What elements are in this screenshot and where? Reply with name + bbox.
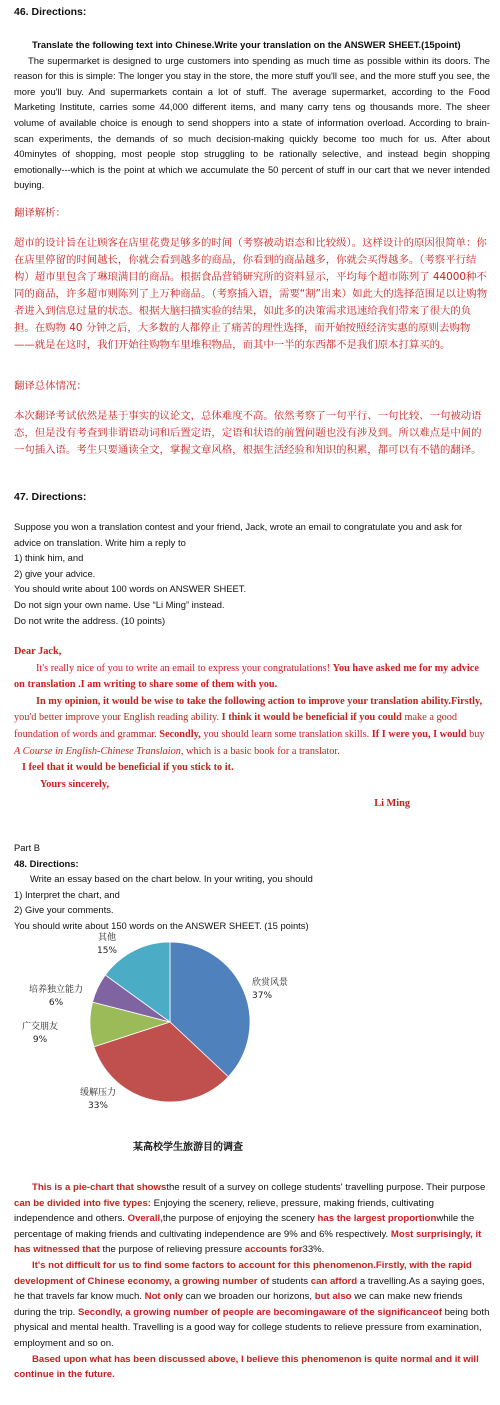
letter-text-bold: You have asked me for my advice on translation .I am writing to share some of them with you.	[14, 662, 479, 691]
essay-paragraph-3: Based upon what has been discussed above, I believe this phenomenon is quite normal and it will continue in the future.	[14, 1353, 479, 1381]
letter-closing: Yours sincerely,	[40, 778, 110, 790]
book-title: A Course in English-Chinese Translaion	[14, 745, 181, 757]
q48-line: Write an essay based on the chart below. In your writing, you should	[30, 873, 313, 885]
essay-text-red: Secondly, a growing number of people are becomingaware of the significanceof	[78, 1306, 442, 1318]
q47-line: Do not sign your own name. Use “Li Ming” instead.	[14, 598, 225, 610]
summary-title: 翻译总体情况：	[14, 380, 87, 392]
essay-text-red: accounts for	[244, 1244, 303, 1256]
pie-label-value: 33%	[87, 1101, 109, 1111]
q46-body	[14, 37, 490, 193]
essay-text-red: can afford	[310, 1275, 358, 1287]
part-b	[14, 840, 490, 934]
letter-text: buy	[466, 728, 485, 740]
q47-line: Suppose you won a translation contest and your friend, Jack, wrote an email to congratulate you and ask for advice on translation. Write him a reply to	[14, 521, 463, 548]
q47-line: You should write about 100 words on ANSWER SHEET.	[14, 583, 247, 595]
essay-paragraph-2	[14, 1258, 490, 1352]
q48-line: 1) Interpret the chart, and	[14, 888, 120, 900]
q48-line: 2) Give your comments.	[14, 904, 114, 916]
pie-label-value: 9%	[32, 1035, 48, 1045]
q46-instruction: Translate the following text into Chinese.Write your translation on the ANSWER SHEET.(15point)	[32, 39, 461, 50]
q46-heading: 46. Directions:	[14, 6, 87, 18]
pie-label-category: 广交朋友	[21, 1022, 59, 1032]
essay-text: being both physical and mental health. Travelling is a good way for college students to relieve pressure from examination, employment and so on.	[14, 1306, 490, 1349]
essay-text: a travelling.As a saying goes, he that travels far know much.	[14, 1275, 485, 1303]
essay-text-red: but also	[314, 1291, 352, 1303]
analysis-title: 翻译解析：	[14, 207, 66, 219]
essay-text-red: Not only	[144, 1291, 184, 1303]
letter-text: you'd better improve your English reading ability.	[14, 712, 222, 724]
summary-section	[14, 378, 490, 459]
analysis-section	[14, 205, 490, 354]
essay-text-red: It's not difficult for us to find some factors to account for this phenomenon.Firstly, with the rapid development of Chinese economy, a growing number of	[14, 1259, 472, 1287]
essay-text: 33%.	[302, 1244, 325, 1256]
letter-text: you should learn some translation skills.	[200, 728, 372, 740]
essay-text: the purpose of relieving pressure	[99, 1244, 245, 1256]
pie-label-value: 37%	[252, 991, 273, 1001]
q48-heading: 48. Directions:	[14, 857, 79, 869]
letter-paragraph-3: I feel that it would be beneficial if you stick to it.	[22, 762, 234, 774]
pie-label-value: 15%	[96, 946, 118, 956]
letter-paragraph-1	[14, 661, 490, 694]
essay	[14, 1180, 490, 1383]
letter-text: , which is a basic book for a translator.	[180, 745, 340, 757]
essay-text: Enjoying the scenery, relieve, pressure, making friends, cultivating independence and others.	[14, 1197, 434, 1225]
essay-paragraph-1	[14, 1180, 490, 1258]
letter-text-bold: Firstly,	[450, 695, 483, 707]
letter-salutation: Dear Jack,	[14, 646, 62, 657]
analysis-text: 超市的设计旨在让顾客在店里花费足够多的时间（考察被动语态和比较级）。这样设计的原因很简单：你在店里停留的时间越长，你就会看到越多的商品，你看到的商品越多，你就会买得越多。（考察平行结构）超市里包含了琳琅满目的商品。根据食品营销研究所的资料显示，平均每个超市陈列了 44000种不同的商品，许多超市则陈列了上万种商品。（考察插入语，需要“割”出来）如此大的选择范围足以让购物者进入到信息过量的状态。根据大脑扫描实验的结果，如此多的决策需求迅速给我们带来了很大的负担。在购物 40 分钟之后，大多数的人都停止了痛苦的理性选择，而开始按照经济实惠的原则去购物——就是在这时，我们开始往购物车里堆积物品，而其中一半的东西都不是我们原本打算买的。	[14, 237, 488, 351]
essay-text-red: This is a pie-chart that shows	[32, 1182, 167, 1193]
q46-passage: The supermarket is designed to urge customers into spending as much time as possible within its doors. The reason for this is simple: The longer you stay in the store, the more stuff you'll see, and the more stuff you see, the more you'll buy. And supermarkets contain a lot of stuff. The average supermarket, according to the Food Marketing Institute, carries some 44,000 different items, and many carry tens og thousands more. The sheer volume of available choice is enough to send shoppers into a state of information overload. According to brain-scan experiments, the demands of so much decision-making quickly become too much for us. After about 40minytes of shopping, most people stop struggling to be rationally selective, and instead begin shopping emotionally---which is the point at which we accumulate the 50 percent of stuff in our cart that we never intended buying.	[14, 54, 490, 191]
essay-text: we can make new friends during the trip.	[14, 1291, 463, 1318]
letter-paragraph-2	[14, 694, 490, 760]
essay-text-red: Overall,	[127, 1213, 163, 1225]
pie-label-value: 6%	[48, 998, 64, 1008]
letter	[14, 644, 490, 813]
pie-label-category: 其他	[97, 933, 117, 943]
letter-text-bold: In my opinion, it would be wise to take the following action to improve your translation ability.	[36, 695, 451, 707]
summary-text: 本次翻译考试依然是基于事实的议论文，总体难度不高。依然考察了一句平行、一句比较、一句被动语态，但是没有考查到非谓语动词和后置定语，定语和状语的前置问题也没有涉及到。所以难点是中间的一句插入语。考生只要通读全文，掌握文章风格，根据生活经验和知识的积累，都可以有不错的翻译。	[14, 410, 482, 456]
q48-line: You should write about 150 words on the ANSWER SHEET. (15 points)	[14, 919, 309, 931]
q47-line: 1) think him, and	[14, 552, 84, 564]
pie-label-category: 缓解压力	[79, 1088, 117, 1098]
pie-label-category: 欣赏风景	[252, 978, 289, 988]
letter-text-bold: Secondly,	[159, 728, 201, 740]
essay-text-red: has the largest proportion	[317, 1213, 437, 1225]
letter-text: It's really nice of you to write an email to express your congratulations!	[36, 662, 333, 674]
letter-signature: Li Ming	[374, 798, 410, 810]
essay-text-red: Most surprisingly, it has witnessed that	[14, 1228, 482, 1256]
letter-text: make a good foundation of words and grammar.	[14, 712, 458, 740]
chart-title: 某高校学生旅游目的调查	[133, 1142, 243, 1153]
essay-text-red: can be divided into five types:	[14, 1197, 152, 1209]
letter-text-bold: If I were you, I would	[371, 728, 467, 740]
q47-line: Do not write the address. (10 points)	[14, 614, 166, 626]
pie-label-category: 培养独立能力	[28, 985, 84, 995]
essay-text: while the percentage of making friends and cultivating independence are 9% and 6% respectively.	[14, 1213, 475, 1240]
q47-line: 2) give your advice.	[14, 567, 96, 579]
letter-text-bold: I think it would be beneficial if you could	[221, 712, 402, 724]
pie-chart	[0, 922, 500, 1162]
essay-text: the purpose of enjoying the scenery	[162, 1213, 318, 1225]
q47-heading: 47. Directions:	[14, 491, 87, 503]
part-b-label: Part B	[14, 842, 41, 853]
essay-text: can we broaden our horizons,	[183, 1291, 315, 1303]
essay-text: the result of a survey on college students' travelling purpose. Their purpose	[166, 1182, 486, 1193]
q47-directions	[14, 519, 490, 628]
essay-text: students	[271, 1275, 311, 1287]
